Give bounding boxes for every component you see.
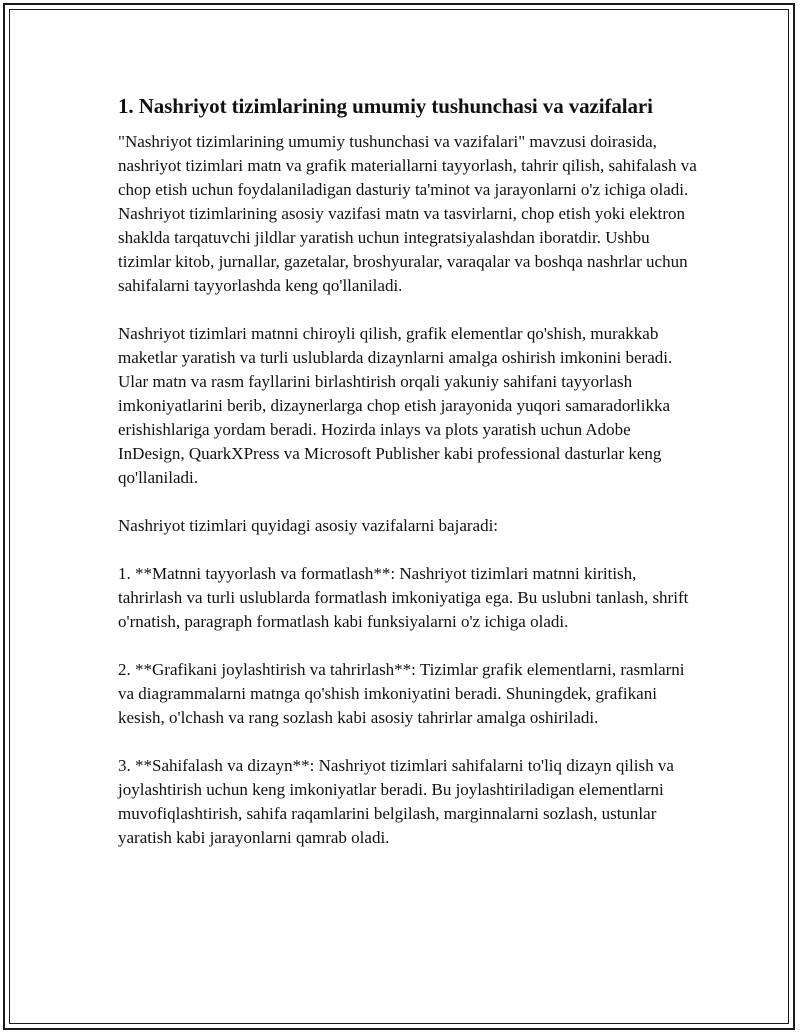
paragraph-list-intro: Nashriyot tizimlari quyidagi asosiy vazifalarni bajaradi: <box>118 516 499 535</box>
paragraph-intro: "Nashriyot tizimlarining umumiy tushunchasi va vazifalari" mavzusi doirasida, nashriyot tizimlari matn va grafik materiallarni tayyorlash, tahrir qilish, sahifalash va chop etish uchun foydalaniladigan dasturiy ta'minot va jarayonlarni o'z ichiga oladi. Nashriyot tizimlarining asosiy vazifasi matn va tasvirlarni, chop etish yoki elektron shaklda tarqatuvchi jildlar yaratish uchun integratsiyalashdan iboratdir. Ushbu tizimlar kitob, jurnallar, gazetalar, broshyuralar, varaqalar va boshqa nashrlar uchun sahifalarni tayyorlashda keng qo'llaniladi. <box>118 132 697 295</box>
document-body <box>118 92 698 874</box>
paragraph-capabilities: Nashriyot tizimlari matnni chiroyli qilish, grafik elementlar qo'shish, murakkab maketlar yaratish va turli uslublarda dizaynlarni amalga oshirish imkonini beradi. Ular matn va rasm fayllarini birlashtirish orqali yakuniy sahifani tayyorlash imkoniyatlarini berib, dizaynerlarga chop etish jarayonida yuqori samaradorlikka erishishlariga yordam beradi. Hozirda inlays va plots yaratish uchun Adobe InDesign, QuarkXPress va Microsoft Publisher kabi professional dasturlar keng qo'llaniladi. <box>118 324 673 487</box>
list-item-text-formatting: 1. **Matnni tayyorlash va formatlash**: Nashriyot tizimlari matnni kiritish, tahrirlash va turli uslublarda formatlash imkoniyatiga ega. Bu uslubni tanlash, shrift o'rnatish, paragraph formatlash kabi funksiyalarni o'z ichiga oladi. <box>118 564 689 631</box>
list-item-layout-design: 3. **Sahifalash va dizayn**: Nashriyot tizimlari sahifalarni to'liq dizayn qilish va joylashtirish uchun keng imkoniyatlar beradi. Bu joylashtiriladigan elementlarni muvofiqlashtirish, sahifa raqamlarini belgilash, marginnalarni sozlash, ustunlar yaratish kabi jarayonlarni qamrab oladi. <box>118 756 674 847</box>
list-item-graphics: 2. **Grafikani joylashtirish va tahrirlash**: Tizimlar grafik elementlarni, rasmlarni va diagrammalarni matnga qo'shish imkoniyatini beradi. Shuningdek, grafikani kesish, o'lchash va rang sozlash kabi asosiy tahrirlar amalga oshiriladi. <box>118 660 685 727</box>
section-heading: 1. Nashriyot tizimlarining umumiy tushunchasi va vazifalari <box>118 94 653 118</box>
